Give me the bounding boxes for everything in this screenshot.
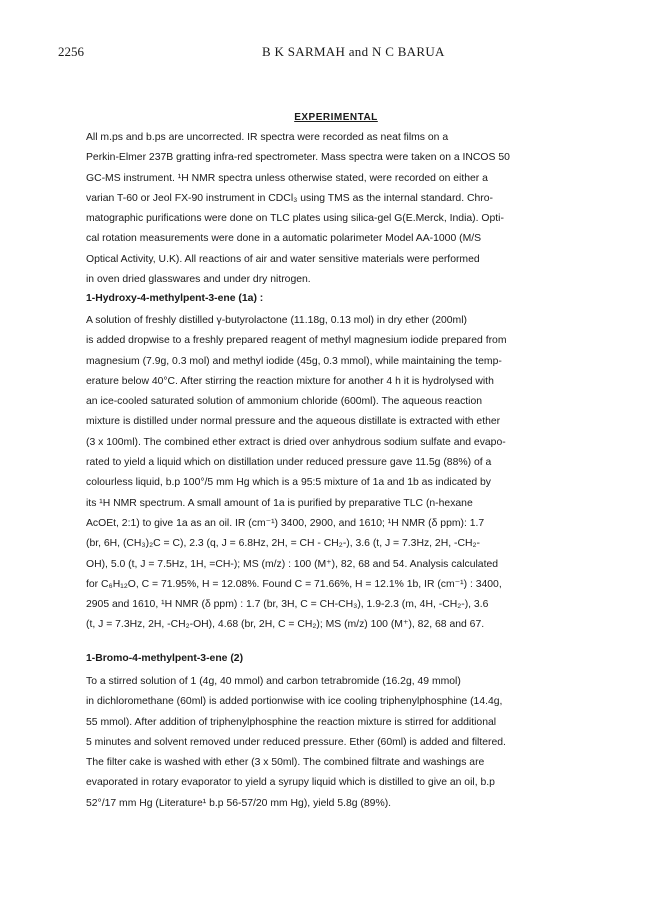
paragraph-line: To a stirred solution of 1 (4g, 40 mmol) and carbon tetrabromide (16.2g, 49 mmol) xyxy=(86,676,461,687)
paragraph-line: 55 mmol). After addition of triphenylphosphine the reaction mixture is stirred for additional xyxy=(86,716,497,728)
paragraph-line: The filter cake is washed with ether (3 x 50ml). The combined filtrate and washings are xyxy=(86,757,485,769)
paragraph-line: an ice-cooled saturated solution of ammonium chloride (600ml). The aqueous reaction xyxy=(86,396,483,408)
paragraph-line: 52°/17 mm Hg (Literature¹ b.p 56-57/20 mm Hg), yield 5.8g (89%). xyxy=(86,797,392,809)
paragraph-line: rated to yield a liquid which on distillation under reduced pressure gave 11.5g (88%) of a xyxy=(86,457,492,469)
paragraph-line: cal rotation measurements were done in a automatic polarimeter Model AA-1000 (M/S xyxy=(86,233,482,245)
section-bromo-paragraph xyxy=(86,672,618,814)
paragraph-line: matographic purifications were done on TLC plates using silica-gel G(E.Merck, India). Opti- xyxy=(86,213,504,225)
paragraph-line: in oven dried glasswares and under dry nitrogen. xyxy=(86,274,311,286)
paragraph-line: 5 minutes and solvent removed under reduced pressure. Ether (60ml) is added and filtered. xyxy=(86,736,506,748)
section-hydroxy-paragraph xyxy=(86,311,618,636)
experimental-paragraph xyxy=(86,128,618,290)
paragraph-line: evaporated in rotary evaporator to yield a syrupy liquid which is distilled to give an oil, b.p xyxy=(86,777,495,789)
section-title-bromo: 1-Bromo-4-methylpent-3-ene (2) xyxy=(86,653,244,664)
paragraph-line: 2905 and 1610, ¹H NMR (δ ppm) : 1.7 (br, 3H, C = CH-CH₃), 1.9-2.3 (m, 4H, -CH₂-), 3.6 xyxy=(86,599,489,611)
running-header-authors: B K SARMAH and N C BARUA xyxy=(262,44,445,59)
paragraph-line: magnesium (7.9g, 0.3 mol) and methyl iodide (45g, 0.3 mmol), while maintaining the temp- xyxy=(86,355,502,367)
page-number: 2256 xyxy=(58,44,84,59)
section-title-hydroxy: 1-Hydroxy-4-methylpent-3-ene (1a) : xyxy=(86,293,264,304)
paragraph-line: All m.ps and b.ps are uncorrected. IR spectra were recorded as neat films on a xyxy=(86,132,449,143)
paragraph-line: in dichloromethane (60ml) is added portionwise with ice cooling triphenylphosphine (14.4g, xyxy=(86,696,503,708)
paragraph-line: Optical Activity, U.K). All reactions of air and water sensitive materials were performed xyxy=(86,253,480,265)
paragraph-line: (br, 6H, (CH₃)₂C = C), 2.3 (q, J = 6.8Hz, 2H, = CH - CH₂-), 3.6 (t, J = 7.3Hz, 2H, -CH₂- xyxy=(86,538,480,550)
paragraph-line: A solution of freshly distilled γ-butyrolactone (11.18g, 0.13 mol) in dry ether (200ml) xyxy=(86,315,467,326)
paragraph-line: (t, J = 7.3Hz, 2H, -CH₂-OH), 4.68 (br, 2H, C = CH₂); MS (m/z) 100 (M⁺), 82, 68 and 67. xyxy=(86,619,485,631)
paragraph-line: AcOEt, 2:1) to give 1a as an oil. IR (cm⁻¹) 3400, 2900, and 1610; ¹H NMR (δ ppm): 1.7 xyxy=(86,517,485,529)
paragraph-line: varian T-60 or Jeol FX-90 instrument in CDCl₃ using TMS as the internal standard. Chro- xyxy=(86,192,493,204)
paragraph-line: is added dropwise to a freshly prepared reagent of methyl magnesium iodide prepared from xyxy=(86,335,507,347)
paragraph-line: its ¹H NMR spectrum. A small amount of 1a is purified by preparative TLC (n-hexane xyxy=(86,497,473,509)
paragraph-line: (3 x 100ml). The combined ether extract is dried over anhydrous sodium sulfate and evapo- xyxy=(86,436,506,448)
paragraph-line: for C₆H₁₂O, C = 71.95%, H = 12.08%. Found C = 71.66%, H = 12.1% 1b, IR (cm⁻¹) : 3400, xyxy=(86,578,502,590)
paragraph-line: erature below 40°C. After stirring the reaction mixture for another 4 h it is hydrolysed with xyxy=(86,375,494,387)
paragraph-line: colourless liquid, b.p 100°/5 mm Hg which is a 95:5 mixture of 1a and 1b as indicated by xyxy=(86,477,491,489)
paragraph-line: GC-MS instrument. ¹H NMR spectra unless otherwise stated, were recorded on either a xyxy=(86,172,488,184)
paragraph-line: OH), 5.0 (t, J = 7.5Hz, 1H, =CH-); MS (m/z) : 100 (M⁺), 82, 68 and 54. Analysis calculated xyxy=(86,558,499,570)
paragraph-line: Perkin-Elmer 237B gratting infra-red spectrometer. Mass spectra were taken on a INCOS 50 xyxy=(86,152,510,164)
experimental-heading: EXPERIMENTAL xyxy=(294,112,378,123)
paragraph-line: mixture is distilled under normal pressure and the aqueous distillate is extracted with ether xyxy=(86,416,501,428)
